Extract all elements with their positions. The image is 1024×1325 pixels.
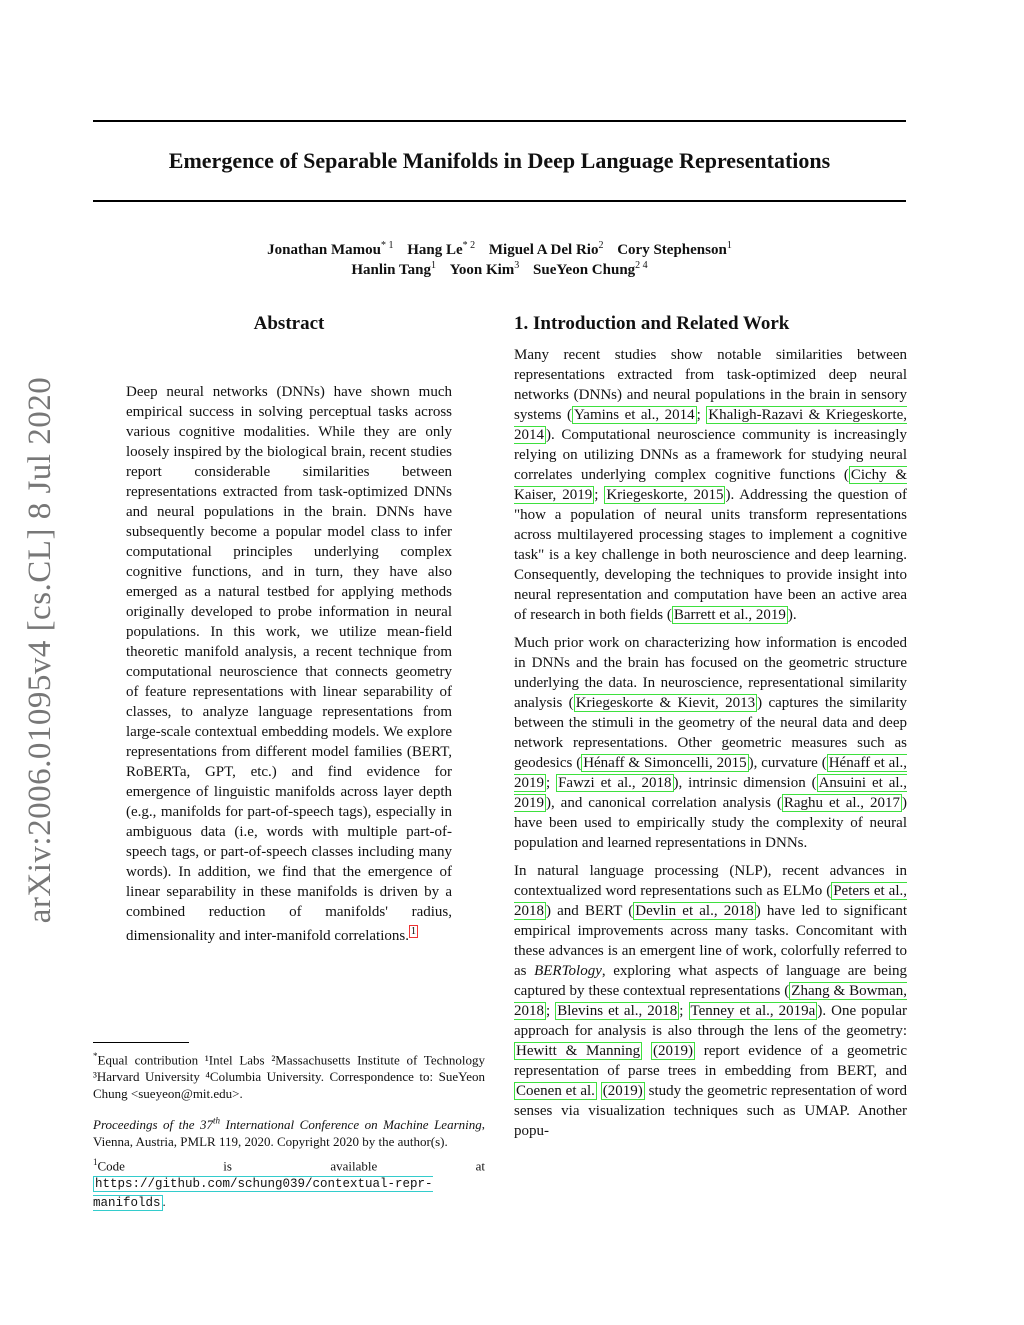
citation-link[interactable]: (2019) xyxy=(652,1043,693,1059)
paper-title: Emergence of Separable Manifolds in Deep Language Representations xyxy=(168,148,831,173)
abstract-body: Deep neural networks (DNNs) have shown much empirical success in solving perceptual tasks across various cognitive modalities. While they are only loosely inspired by the biological brain, recent studies report considerable similarities between representations extracted from task-optimized DNNs and neural populations in the brain. DNNs have subsequently become a popular model class to infer computational principles underlying complex cognitive functions, and in turn, they have also emerged as a natural testbed for applying methods originally developed to probe information in neural populations. In this work, we utilize mean-field theoretic manifold analysis, a recent technique from computational neuroscience that connects geometry of feature representations with linear separability of classes, to analyze language representations from large-scale contextual embedding models. We explore representations from different model families (BERT, RoBERTa, GPT, etc.) and find evidence for emergence of linguistic manifolds across layer depth (e.g., manifolds for part-of-speech tags), especially in ambiguous data (i.e, words with multiple part-of-speech tags, or part-of-speech classes including many words). In addition, we find that the emergence of linear separability in these manifolds is driven by a combined reduction of manifolds' radius, dimensionality and inter-manifold correlations. $^1$ xyxy=(126,384,452,944)
citation-link[interactable]: Hénaff & Simoncelli, 2015 xyxy=(583,755,747,771)
citation-link[interactable]: Blevins et al., 2018 xyxy=(557,1003,678,1019)
citation-link[interactable]: Yamins et al., 2014 xyxy=(573,407,695,423)
author: Cory Stephenson$^1$ xyxy=(617,240,732,258)
citation-link[interactable]: Kriegeskorte & Kievit, 2013 xyxy=(575,695,756,711)
author: Hanlin Tang$^1$ xyxy=(351,260,436,278)
intro-body xyxy=(514,345,907,1149)
citation-link[interactable]: Tenney et al., 2019a xyxy=(690,1003,816,1019)
citation-link[interactable]: Devlin et al., 2018 xyxy=(635,903,754,919)
citation-link[interactable]: Kriegeskorte, 2015 xyxy=(606,487,724,503)
arxiv-identifier: arXiv:2006.01095v4 [cs.CL] 8 Jul 2020 xyxy=(22,376,58,924)
citation-link[interactable]: Hewitt & Manning xyxy=(516,1043,641,1059)
title-bottom-rule xyxy=(93,200,906,202)
paragraph: Many recent studies show notable similarities between representations extracted from task-optimized deep neural networks (DNNs) and neural populations in the brain in sensory systems ( Yamins et al., 2014 ; Khaligh-Razavi & Kriegeskorte, 2014 ). Computational neuroscience community is increasingly relying on utilizing DNNs as a framework for studying neural correlates underlying complex cognitive functions ( Cichy & Kaiser, 2019 ; Kriegeskorte, 2015 ). Addressing the question of "how a population of neural units transform representations across multilayered processing stages to implement a cognitive task" is a key challenge in both neuroscience and deep learning. Consequently, developing the techniques to provide insight into neural representation and computation have been an active area of research in both fields ( Barrett et al., 2019 ). xyxy=(514,347,908,623)
proceedings-footnote: Proceedings of the 37th International Conference on Machine Learning, Vienna, Austria, PMLR 119, 2020. Copyright 2020 by the author(s). xyxy=(93,1115,485,1149)
code-footnote: $^1$Code is available at https://github.com/schung039/contextual-repr-manifolds . xyxy=(93,1156,485,1210)
top-rule xyxy=(93,120,906,122)
citation-link[interactable]: Cichy & Kaiser, 2019 xyxy=(514,467,907,503)
paragraph: In natural language processing (NLP), recent advances in contextualized word representations such as ELMo ( Peters et al., 2018 ) and BERT ( Devlin et al., 2018 ) have led to significant empirical improvements across many tasks. Concomitant with these advances is an emergent line of work, colorfully referred to as BERTology, exploring what aspects of language are being captured by these contextual representations ( Zhang & Bowman, 2018 ; Blevins et al., 2018 ; Tenney et al., 2019a ). One popular approach for analysis is also through the lens of the geometry: Hewitt & Manning (2019) report evidence of a geometric representation of parse trees in embedding from BERT, and Coenen et al. (2019) study the geometric representation of word senses via visualization techniques such as UMAP. Another popu- xyxy=(514,863,908,1139)
author: Yoon Kim$^3$ xyxy=(449,260,520,278)
citation-link[interactable]: Peters et al., 2018 xyxy=(514,883,907,919)
citation-link[interactable]: (2019) xyxy=(602,1083,643,1099)
citation-link[interactable]: Ansuini et al., 2019 xyxy=(514,775,908,811)
citation-link[interactable]: Fawzi et al., 2018 xyxy=(558,775,672,791)
citation-link[interactable]: Coenen et al. xyxy=(516,1083,595,1099)
citation-link[interactable]: Barrett et al., 2019 xyxy=(673,607,786,623)
footnote-link[interactable]: 1 xyxy=(410,926,416,937)
affiliation-footnote: *Equal contribution ¹Intel Labs ²Massachusetts Institute of Technology ³Harvard University ⁴Columbia University. Correspondence to: SueYeon Chung <sueyeon@mit.edu>. xyxy=(93,1051,485,1102)
author: Miguel A Del Rio$^2$ xyxy=(488,240,604,258)
citation-link[interactable]: Raghu et al., 2017 xyxy=(783,795,900,811)
author: SueYeon Chung$^{2 4}$ xyxy=(533,260,648,278)
author: Jonathan Mamou$^{* 1}$ xyxy=(267,240,394,258)
author: Hang Le$^{* 2}$ xyxy=(407,240,476,258)
footnote-rule xyxy=(93,1042,189,1043)
intro-heading: 1. Introduction and Related Work xyxy=(514,313,790,334)
code-url-link[interactable]: https://github.com/schung039/contextual-repr-manifolds xyxy=(93,1176,433,1210)
citation-link[interactable]: Zhang & Bowman, 2018 xyxy=(514,983,907,1019)
paragraph: Much prior work on characterizing how information is encoded in DNNs and the brain has focused on the geometric structure underlying the data. In neuroscience, representational similarity analysis ( Kriegeskorte & Kievit, 2013 ) captures the similarity between the stimuli in the geometry of the neural data and deep network representations. Other geometric measures such as geodesics ( Hénaff & Simoncelli, 2015 ), curvature ( Hénaff et al., 2019 ; Fawzi et al., 2018 ), intrinsic dimension ( Ansuini et al., 2019 ), and canonical correlation analysis ( Raghu et al., 2017 ) have been used to empirically study the complexity of neural population and learned representations in DNNs. xyxy=(514,635,908,851)
citation-link[interactable]: Hénaff et al., 2019 xyxy=(514,755,907,791)
footnotes xyxy=(93,1048,485,1222)
citation-link[interactable]: Khaligh-Razavi & Kriegeskorte, 2014 xyxy=(514,407,908,443)
authors-line-2 xyxy=(93,256,906,280)
abstract-heading: Abstract xyxy=(253,313,325,334)
